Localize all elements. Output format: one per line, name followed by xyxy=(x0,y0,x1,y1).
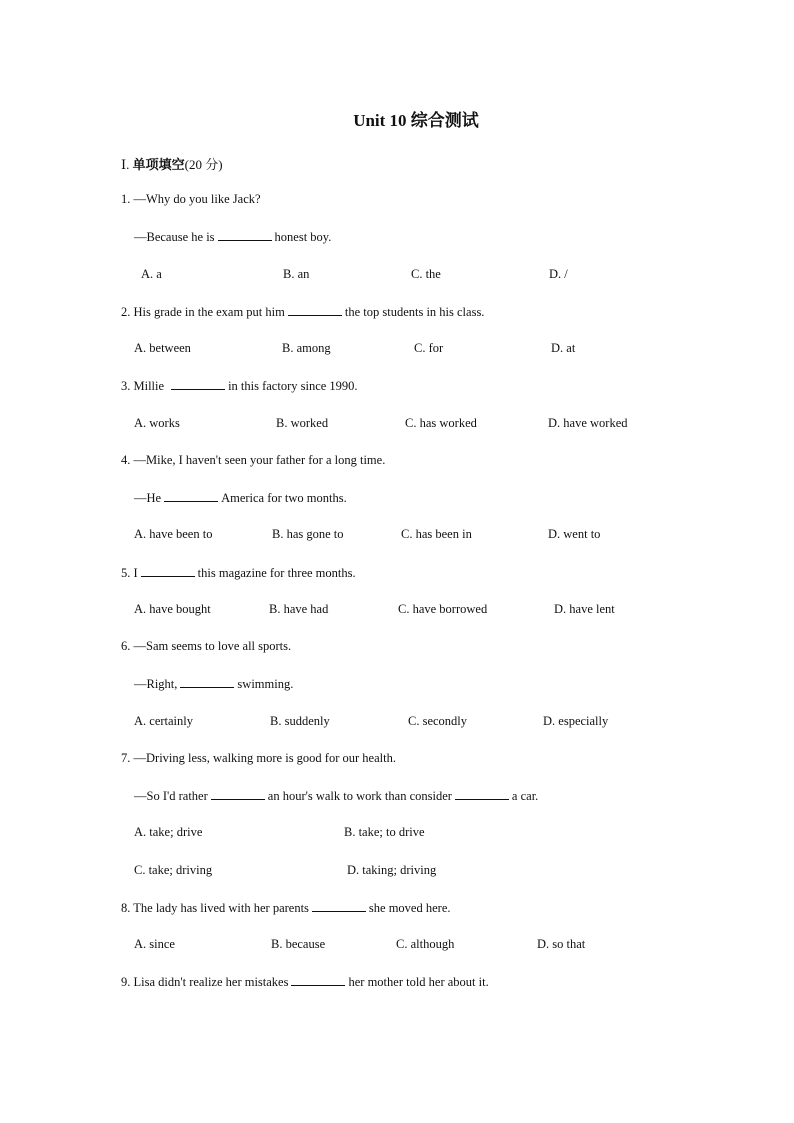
question-6-option-a: A. certainly xyxy=(134,714,194,728)
answer-blank xyxy=(141,565,195,577)
question-1-answer-prefix: —Because he is xyxy=(134,230,215,244)
question-4-option-a: A. have been to xyxy=(134,527,213,541)
question-5-option-a: A. have bought xyxy=(134,602,211,616)
question-6-answer-suffix: swimming. xyxy=(237,677,294,691)
question-8-prefix: 8. The lady has lived with her parents xyxy=(121,901,309,915)
answer-blank xyxy=(180,676,234,688)
question-5-option-c: C. have borrowed xyxy=(398,602,488,616)
answer-blank xyxy=(218,229,272,241)
question-3-stem xyxy=(121,378,358,394)
question-3-option-d: D. have worked xyxy=(548,416,628,430)
question-4-option-b: B. has gone to xyxy=(272,527,344,541)
question-7-answer-prefix: —So I'd rather xyxy=(134,789,208,803)
question-2-option-a: A. between xyxy=(134,341,191,355)
question-4-option-d: D. went to xyxy=(548,527,601,541)
question-3-prefix: 3. Millie xyxy=(121,379,165,393)
question-5-option-d: D. have lent xyxy=(554,602,615,616)
question-4-answer-suffix: America for two months. xyxy=(221,491,347,505)
question-6-option-d: D. especially xyxy=(543,714,609,728)
question-8-option-c: C. although xyxy=(396,937,455,951)
question-8-stem xyxy=(121,900,451,916)
question-4-answer-prefix: —He xyxy=(134,491,162,505)
question-1-stem: 1. —Why do you like Jack? xyxy=(121,192,261,206)
question-8-suffix: she moved here. xyxy=(368,901,451,915)
question-3-suffix: in this factory since 1990. xyxy=(228,379,358,393)
question-1-option-d: D. / xyxy=(549,267,568,281)
question-2-suffix: the top students in his class. xyxy=(344,305,485,319)
answer-blank xyxy=(171,378,225,390)
question-6-answer-line xyxy=(134,676,293,692)
question-7-option-a: A. take; drive xyxy=(134,825,203,839)
section-number: Ⅰ. xyxy=(121,157,130,172)
question-1-option-c: C. the xyxy=(411,267,441,281)
question-5-suffix: this magazine for three months. xyxy=(197,566,356,580)
question-2-option-d: D. at xyxy=(551,341,576,355)
question-8-option-a: A. since xyxy=(134,937,175,951)
question-6-option-c: C. secondly xyxy=(408,714,468,728)
section-points: (20 分) xyxy=(184,157,223,172)
question-6-answer-prefix: —Right, xyxy=(134,677,178,691)
question-9-prefix: 9. Lisa didn't realize her mistakes xyxy=(121,975,289,989)
question-2-option-b: B. among xyxy=(282,341,331,355)
section-label: 单项填空 xyxy=(132,157,185,172)
question-1-option-b: B. an xyxy=(283,267,310,281)
question-5-stem xyxy=(121,565,356,581)
question-3-option-b: B. worked xyxy=(276,416,329,430)
question-6-stem: 6. —Sam seems to love all sports. xyxy=(121,639,292,653)
question-7-option-b: B. take; to drive xyxy=(344,825,425,839)
question-8-option-d: D. so that xyxy=(537,937,586,951)
question-4-stem: 4. —Mike, I haven't seen your father for a long time. xyxy=(121,453,386,467)
answer-blank xyxy=(288,304,342,316)
answer-blank xyxy=(455,788,509,800)
question-4-answer-line xyxy=(134,490,347,506)
question-1-option-a: A. a xyxy=(141,267,162,281)
question-6-option-b: B. suddenly xyxy=(270,714,330,728)
question-5-option-b: B. have had xyxy=(269,602,329,616)
question-2-option-c: C. for xyxy=(414,341,444,355)
question-7-option-d: D. taking; driving xyxy=(347,863,437,877)
question-3-option-c: C. has worked xyxy=(405,416,477,430)
question-1-answer-line xyxy=(134,229,331,245)
question-1-answer-suffix: honest boy. xyxy=(274,230,332,244)
question-3-option-a: A. works xyxy=(134,416,180,430)
answer-blank xyxy=(164,490,218,502)
question-9-suffix: her mother told her about it. xyxy=(348,975,489,989)
question-7-answer-suffix: a car. xyxy=(511,789,539,803)
question-2-prefix: 2. His grade in the exam put him xyxy=(121,305,285,319)
question-4-option-c: C. has been in xyxy=(401,527,472,541)
answer-blank xyxy=(312,900,366,912)
question-7-answer-middle: an hour's walk to work than consider xyxy=(267,789,452,803)
question-9-stem xyxy=(121,974,489,990)
question-7-option-c: C. take; driving xyxy=(134,863,213,877)
page-title: Unit 10 综合测试 xyxy=(353,111,479,130)
question-7-stem: 7. —Driving less, walking more is good for our health. xyxy=(121,751,396,765)
answer-blank xyxy=(291,974,345,986)
question-8-option-b: B. because xyxy=(271,937,326,951)
section-heading xyxy=(121,154,223,173)
answer-blank xyxy=(211,788,265,800)
question-2-stem xyxy=(121,304,484,320)
question-7-answer-line xyxy=(134,788,538,804)
question-5-prefix: 5. I xyxy=(121,566,138,580)
